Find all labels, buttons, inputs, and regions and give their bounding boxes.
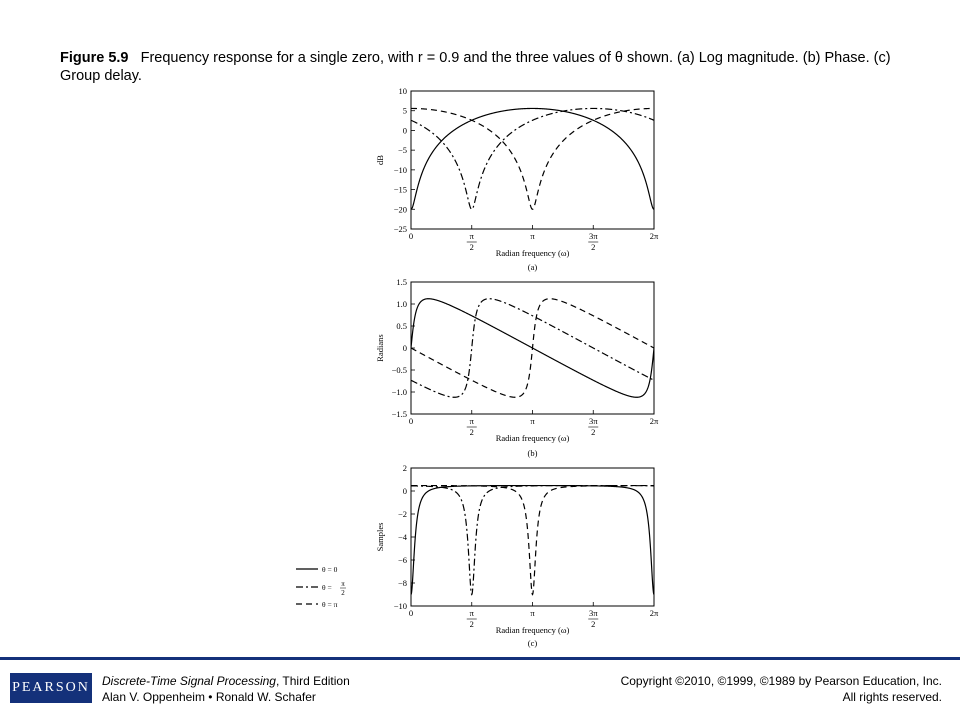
- y-tick-label: −15: [393, 184, 407, 195]
- series-line-dashed: [411, 299, 654, 398]
- legend-label-denominator: 2: [341, 589, 345, 597]
- y-tick-label: −8: [397, 578, 407, 588]
- y-tick-label: −0.5: [391, 365, 407, 375]
- y-tick-label: −5: [397, 145, 407, 156]
- x-tick-label-denominator: 2: [469, 619, 474, 629]
- x-tick-label: 0: [408, 608, 414, 618]
- panel-label: (a): [527, 262, 538, 272]
- x-axis-label: Radian frequency (ω): [495, 248, 570, 258]
- x-tick-label: π: [530, 231, 535, 241]
- y-tick-label: −1.0: [391, 387, 407, 397]
- x-tick-label-denominator: 2: [469, 242, 474, 252]
- x-tick-label: 2π: [649, 231, 659, 241]
- x-tick-label: 2π: [649, 416, 659, 426]
- x-tick-label: 2π: [649, 608, 659, 618]
- legend-label-numerator: π: [341, 580, 345, 588]
- series-line-dashdot: [411, 486, 654, 595]
- legend-label: θ = π: [322, 600, 338, 609]
- chart-panel-1: [375, 86, 659, 272]
- x-tick-label-denominator: 2: [591, 619, 596, 629]
- y-tick-label: 1.0: [396, 299, 407, 309]
- x-tick-label: 0: [408, 416, 414, 426]
- x-tick-label: 0: [408, 231, 414, 241]
- y-tick-label: −20: [393, 204, 407, 215]
- y-tick-label: −6: [397, 555, 407, 565]
- footer-copyright: [621, 673, 942, 705]
- x-tick-label: π: [530, 608, 535, 618]
- y-tick-label: 0: [402, 486, 407, 496]
- y-tick-label: 5: [402, 105, 407, 116]
- book-title: Discrete-Time Signal Processing: [102, 674, 276, 688]
- x-tick-label: π: [469, 231, 474, 241]
- series-line-dashed: [411, 486, 654, 595]
- y-tick-label: −10: [393, 164, 407, 175]
- y-tick-label: −10: [393, 601, 407, 611]
- series-line-dashdot: [411, 108, 654, 209]
- x-tick-label: π: [469, 416, 474, 426]
- x-tick-label: 3π: [588, 608, 598, 618]
- chart-panel-2: [375, 277, 659, 458]
- caption-text: Frequency response for a single zero, with r = 0.9 and the three values of θ shown. (a) Log magnitude. (b) Phase. (c) Group delay.: [60, 50, 891, 84]
- y-tick-label: −2: [397, 509, 407, 519]
- book-authors: Alan V. Oppenheim • Ronald W. Schafer: [102, 690, 316, 704]
- book-edition: , Third Edition: [275, 674, 350, 688]
- panel-label: (c): [527, 638, 538, 648]
- y-tick-label: 2: [402, 463, 407, 473]
- y-tick-label: −1.5: [391, 409, 407, 419]
- x-tick-label: 3π: [588, 416, 598, 426]
- y-axis-label: dB: [375, 155, 385, 165]
- figure-label: Figure 5.9: [60, 50, 129, 66]
- x-tick-label: 3π: [588, 231, 598, 241]
- y-tick-label: 0: [402, 125, 407, 136]
- chart-panel-3: [375, 463, 659, 648]
- y-tick-label: −25: [393, 224, 407, 234]
- plot-frame: [411, 91, 654, 229]
- chart-legend: [296, 565, 346, 609]
- legend-label: θ =: [322, 583, 332, 592]
- footer-divider: [0, 657, 960, 660]
- x-axis-label: Radian frequency (ω): [495, 433, 570, 443]
- series-line-dashed: [411, 108, 654, 209]
- x-tick-label: π: [469, 608, 474, 618]
- rights-text: All rights reserved.: [842, 690, 942, 704]
- y-tick-label: −4: [397, 532, 407, 542]
- x-tick-label: π: [530, 416, 535, 426]
- panel-label: (b): [527, 448, 538, 458]
- series-line-solid: [411, 108, 654, 209]
- copyright-text: Copyright ©2010, ©1999, ©1989 by Pearson Education, Inc.: [620, 674, 942, 688]
- series-line-solid: [411, 486, 654, 595]
- y-tick-label: 0: [402, 343, 407, 353]
- footer-book-info: [102, 673, 350, 705]
- y-tick-label: 0.5: [396, 321, 407, 331]
- y-tick-label: 1.5: [396, 277, 407, 287]
- x-tick-label-denominator: 2: [591, 242, 596, 252]
- publisher-logo: PEARSON: [10, 673, 92, 703]
- y-axis-label: Radians: [375, 334, 385, 362]
- x-tick-label-denominator: 2: [469, 427, 474, 437]
- legend-label: θ = 0: [322, 565, 338, 574]
- y-tick-label: 10: [398, 86, 407, 96]
- x-tick-label-denominator: 2: [591, 427, 596, 437]
- x-axis-label: Radian frequency (ω): [495, 625, 570, 635]
- y-axis-label: Samples: [375, 522, 385, 552]
